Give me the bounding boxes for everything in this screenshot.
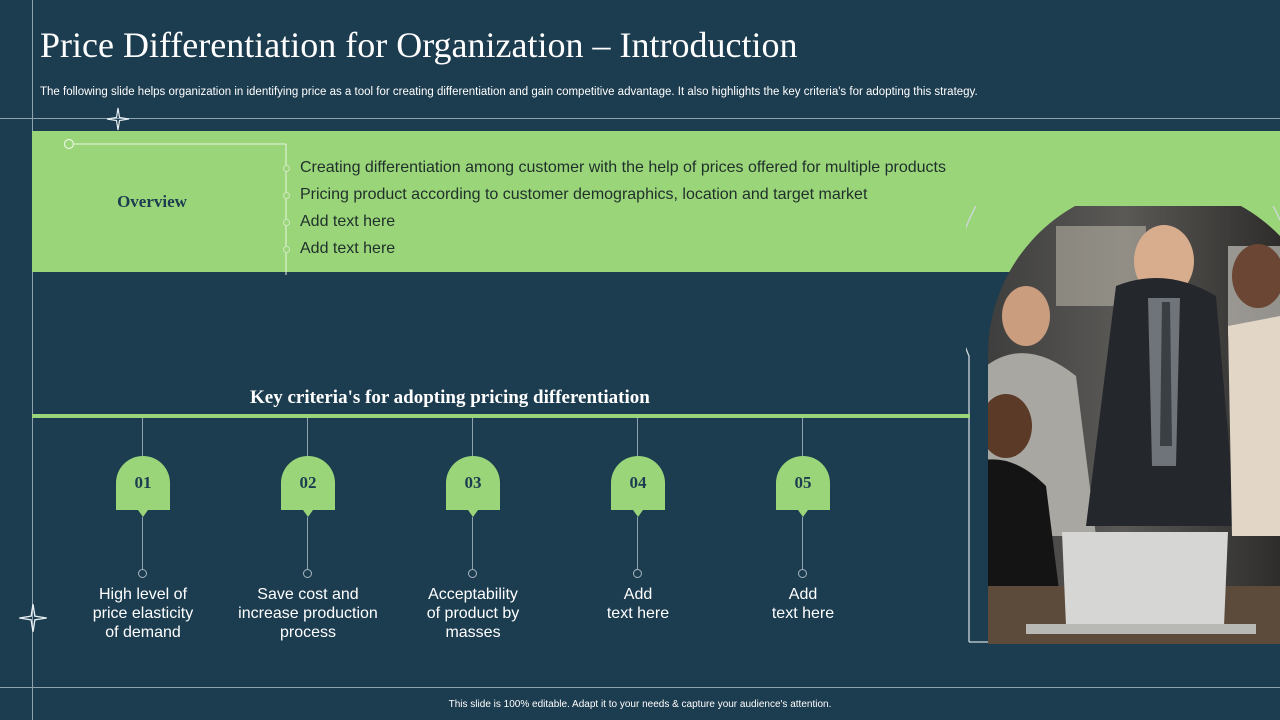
criteria-text: [558, 585, 718, 623]
connector-line: [142, 517, 143, 569]
criteria-heading: Key criteria's for adopting pricing differentiation: [250, 387, 650, 408]
overview-bullet: [286, 239, 946, 266]
photo-business-team: [966, 206, 1280, 646]
connector-ring-icon: [468, 569, 477, 578]
overview-bullet: [286, 212, 946, 239]
overview-bullet-text: Creating differentiation among customer with the help of prices offered for multiple products: [300, 159, 946, 176]
criteria-text-line: masses: [445, 624, 501, 641]
overview-bullet-text: Add text here: [300, 213, 396, 230]
criteria-text-line: text here: [606, 605, 670, 622]
criteria-text-line: Save cost and: [257, 586, 359, 603]
criteria-text-line: process: [279, 624, 337, 641]
bullet-dot-icon: [283, 165, 290, 172]
overview-label: Overview: [117, 192, 187, 211]
connector-ring-icon: [798, 569, 807, 578]
connector-line: [637, 517, 638, 569]
criteria-text-line: of product by: [426, 605, 520, 622]
criteria-number-badge: 03: [446, 456, 500, 510]
criteria-item-02: [228, 418, 388, 648]
criteria-number-badge: 02: [281, 456, 335, 510]
criteria-text-line: increase production: [238, 605, 378, 622]
criteria-text: [63, 585, 223, 642]
bullet-dot-icon: [283, 246, 290, 253]
criteria-item-01: [63, 418, 223, 648]
connector-line: [472, 517, 473, 569]
criteria-item-03: [393, 418, 553, 648]
frame-bottom-line: [0, 687, 1280, 688]
connector-ring-icon: [303, 569, 312, 578]
criteria-number-badge: 01: [116, 456, 170, 510]
connector-line: [802, 418, 803, 456]
bullet-dot-icon: [283, 219, 290, 226]
criteria-text-line: price elasticity: [92, 605, 194, 622]
overview-bullet-text: Add text here: [300, 240, 396, 257]
overview-bullet-text: Pricing product according to customer demographics, location and target market: [300, 186, 868, 203]
footer-note: This slide is 100% editable. Adapt it to your needs & capture your audience's attention.: [448, 699, 832, 710]
criteria-number-badge: 04: [611, 456, 665, 510]
criteria-item-05: [723, 418, 883, 648]
connector-ring-icon: [633, 569, 642, 578]
criteria-text-line: text here: [771, 605, 835, 622]
criteria-text-line: Add: [623, 586, 653, 603]
criteria-text: [228, 585, 388, 642]
criteria-item-04: [558, 418, 718, 648]
badge-pointer-icon: [468, 510, 478, 517]
badge-pointer-icon: [798, 510, 808, 517]
connector-line: [142, 418, 143, 456]
criteria-text-line: Acceptability: [428, 586, 518, 603]
page-subtitle: The following slide helps organization in identifying price as a tool for creating differentiation and gain competitive advantage. It also highlights the key criteria's for adopting this strategy.: [40, 86, 978, 98]
criteria-text: [393, 585, 553, 642]
connector-line: [802, 517, 803, 569]
connector-line: [637, 418, 638, 456]
connector-line: [307, 418, 308, 456]
page-title: Price Differentiation for Organization – Introduction: [40, 25, 798, 65]
sparkle-icon: [18, 603, 48, 633]
connector-line: [307, 517, 308, 569]
badge-pointer-icon: [633, 510, 643, 517]
frame-top-line: [0, 118, 1280, 119]
criteria-number-badge: 05: [776, 456, 830, 510]
sparkle-icon: [106, 107, 130, 131]
criteria-text: [723, 585, 883, 623]
overview-bullet-list: [286, 158, 946, 266]
badge-pointer-icon: [303, 510, 313, 517]
criteria-text-line: Add: [788, 586, 818, 603]
criteria-text-line: of demand: [105, 624, 181, 641]
overview-bullet: [286, 158, 946, 185]
connector-line: [472, 418, 473, 456]
criteria-text-line: High level of: [98, 586, 188, 603]
badge-pointer-icon: [138, 510, 148, 517]
overview-bullet: [286, 185, 946, 212]
bullet-dot-icon: [283, 192, 290, 199]
connector-ring-icon: [138, 569, 147, 578]
